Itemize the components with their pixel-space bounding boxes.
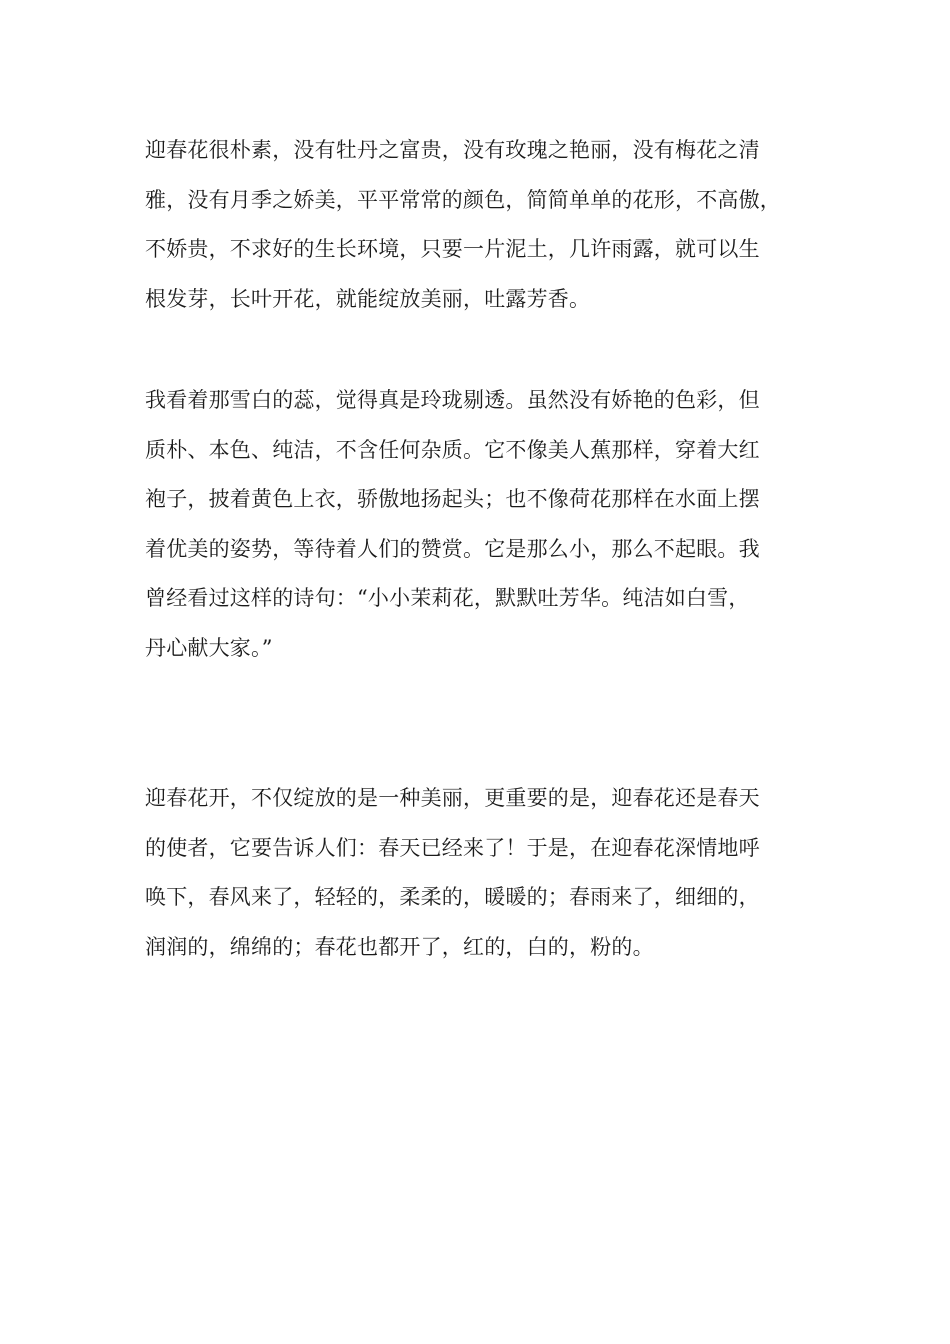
paragraph-line: 唤下，春风来了，轻轻的，柔柔的，暖暖的；春雨来了，细细的， [145, 885, 760, 909]
paragraph-line: 曾经看过这样的诗句：“小小茉莉花，默默吐芳华。纯洁如白雪， [145, 586, 750, 610]
paragraph-line: 迎春花很朴素，没有牡丹之富贵，没有玫瑰之艳丽，没有梅花之清 [145, 138, 760, 162]
paragraph-line: 质朴、本色、纯洁，不含任何杂质。它不像美人蕉那样，穿着大红 [145, 437, 760, 462]
paragraph-line: 迎春花开，不仅绽放的是一种美丽，更重要的是，迎春花还是春天 [145, 786, 760, 810]
paragraph-line: 根发芽，长叶开花，就能绽放美丽，吐露芳香。 [145, 286, 591, 311]
paragraph-2 [145, 376, 810, 673]
paragraph-line: 雅，没有月季之娇美，平平常常的颜色，简简单单的花形，不高傲， [145, 187, 781, 212]
paragraph-line: 袍子，披着黄色上衣，骄傲地扬起头；也不像荷花那样在水面上摆 [145, 487, 760, 511]
paragraph-3 [145, 774, 810, 972]
paragraph-1 [145, 126, 810, 324]
paragraph-line: 着优美的姿势，等待着人们的赞赏。它是那么小，那么不起眼。我 [145, 536, 760, 561]
paragraph-line: 我看着那雪白的蕊，觉得真是玲珑剔透。虽然没有娇艳的色彩，但 [145, 388, 760, 412]
paragraph-line: 润润的，绵绵的；春花也都开了，红的，白的，粉的。 [145, 934, 654, 959]
paragraph-line: 的使者，它要告诉人们：春天已经来了！于是，在迎春花深情地呼 [145, 835, 760, 860]
paragraph-line: 不娇贵，不求好的生长环境，只要一片泥土，几许雨露，就可以生 [145, 237, 760, 261]
paragraph-line: 丹心献大家。” [145, 635, 273, 660]
